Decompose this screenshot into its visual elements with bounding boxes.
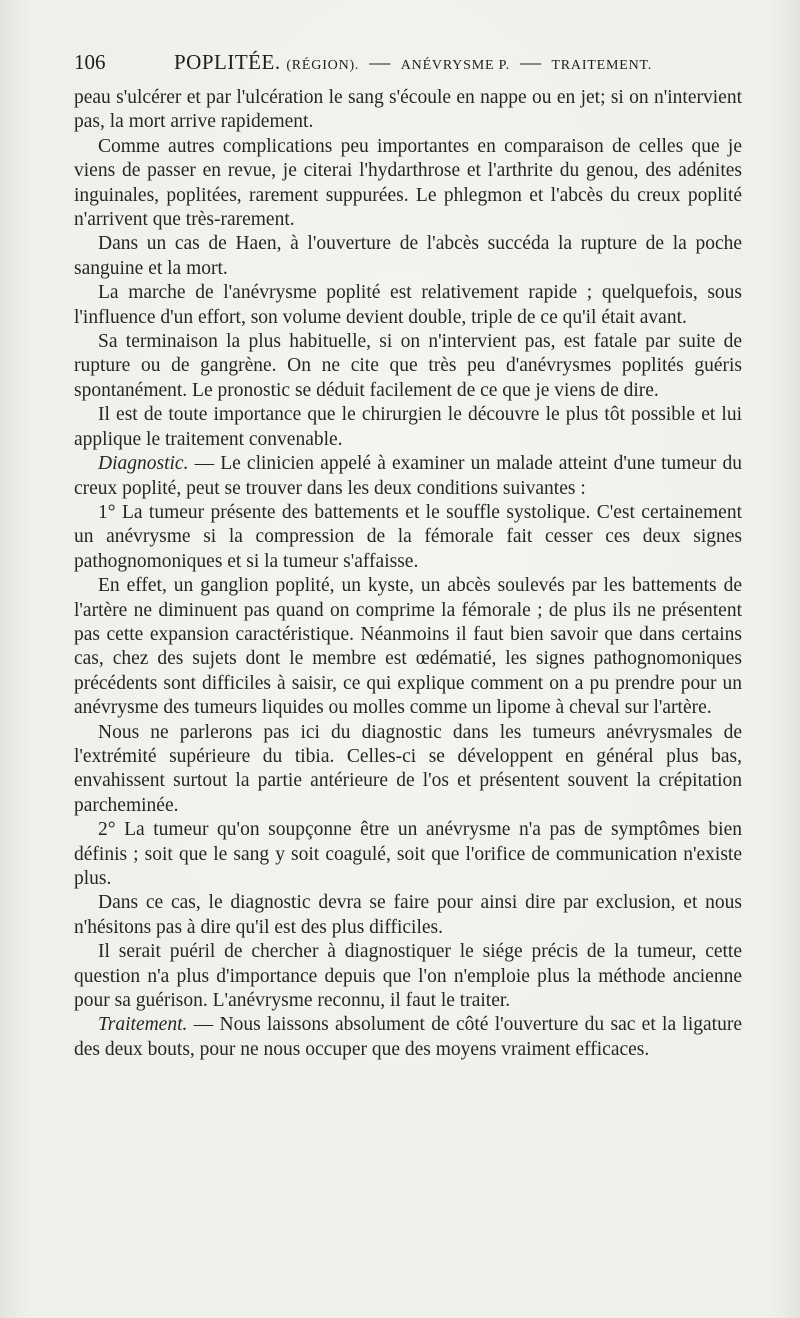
paragraph: 2° La tumeur qu'on soupçonne être un anévrysme n'a pas de symptômes bien définis ; soit que le sang y soit coagulé, soit que l'orifice de communication n'existe plus. [74,819,742,889]
running-header [74,50,744,80]
header-section: TRAITEMENT. [551,58,653,73]
paragraph-text: — Nous laissons absolument de côté l'ouverture du sac et la ligature des deux bouts, pour ne nous occuper que des moyens vraiment efficaces. [74,1014,742,1060]
paragraph: peau s'ulcérer et par l'ulcération le sang s'écoule en nappe ou en jet; si on n'intervient pas, la mort arrive rapidement. [74,87,742,133]
paragraph: 1° La tumeur présente des battements et le souffle systolique. C'est certainement un anévrysme si la compression de la fémorale fait cesser ces deux signes pathognomoniques et si la tumeur s'affaisse. [74,501,742,572]
header-region: (RÉGION). [286,58,360,73]
header-title: POPLITÉE. [174,50,281,74]
paragraph: Sa terminaison la plus habituelle, si on n'intervient pas, est fatale par suite de rupture ou de gangrène. On ne cite que très peu d'anévrysmes poplités guéris spontanément. Le pronostic se déduit facilement de ce que je viens de dire. [74,331,742,401]
section-heading-diagnostic: Diagnostic. [98,453,189,475]
paragraph: Nous ne parlerons pas ici du diagnostic dans les tumeurs anévrysmales de l'extrémité supérieure du tibia. Celles-ci se développent en général plus bas, envahissent surtout la partie antérieure de l'os et présentent souvent la crépitation parcheminée. [74,721,742,816]
running-title [174,50,652,75]
page-number: 106 [74,50,106,74]
paragraph-traitement [74,1013,742,1062]
section-heading-traitement: Traitement. [98,1014,188,1036]
paragraph: La marche de l'anévrysme poplité est relativement rapide ; quelquefois, sous l'influence d'un effort, son volume devient double, triple de ce qu'il était avant. [74,282,742,328]
paragraph: Il est de toute importance que le chirurgien le découvre le plus tôt possible et lui applique le traitement convenable. [74,404,742,450]
header-dash: — [369,50,391,74]
paragraph: Comme autres complications peu importantes en comparaison de celles que je viens de passer en revue, je citerai l'hydarthrose et l'arthrite du genou, des adénites inguinales, poplitées, rarement suppurées. Le phlegmon et l'abcès du creux poplité n'arrivent que très-rarement. [74,135,742,231]
paragraph: En effet, un ganglion poplité, un kyste, un abcès soulevés par les battements de l'artère ne diminuent pas quand on comprime la fémorale ; de plus ils ne présentent pas cette expansion caractéristique. Néanmoins il faut bien savoir que dans certains cas, chez des sujets dont le membre est œdématié, les signes pathognomoniques précédents sont difficiles à saisir, ce qui explique comment on a pu prendre pour un anévrysme des tumeurs liquides ou molles comme un lipome à cheval sur l'artère. [74,575,742,719]
body-text [74,86,742,1062]
header-subject: ANÉVRYSME P. [400,58,510,73]
paragraph: Il serait puéril de chercher à diagnostiquer le siége précis de la tumeur, cette question n'a plus d'importance depuis que l'on n'emploie plus la méthode ancienne pour sa guérison. L'anévrysme reconnu, il faut le traiter. [74,941,742,1012]
paragraph: Dans un cas de Haen, à l'ouverture de l'abcès succéda la rupture de la poche sanguine et la mort. [74,233,742,279]
paragraph-diagnostic [74,452,742,501]
paragraph: Dans ce cas, le diagnostic devra se faire pour ainsi dire par exclusion, et nous n'hésitons pas à dire qu'il est des plus difficiles. [74,892,742,938]
header-dash: — [519,50,542,74]
paragraph-text: — Le clinicien appelé à examiner un malade atteint d'une tumeur du creux poplité, peut se trouver dans les deux conditions suivantes : [74,453,742,499]
